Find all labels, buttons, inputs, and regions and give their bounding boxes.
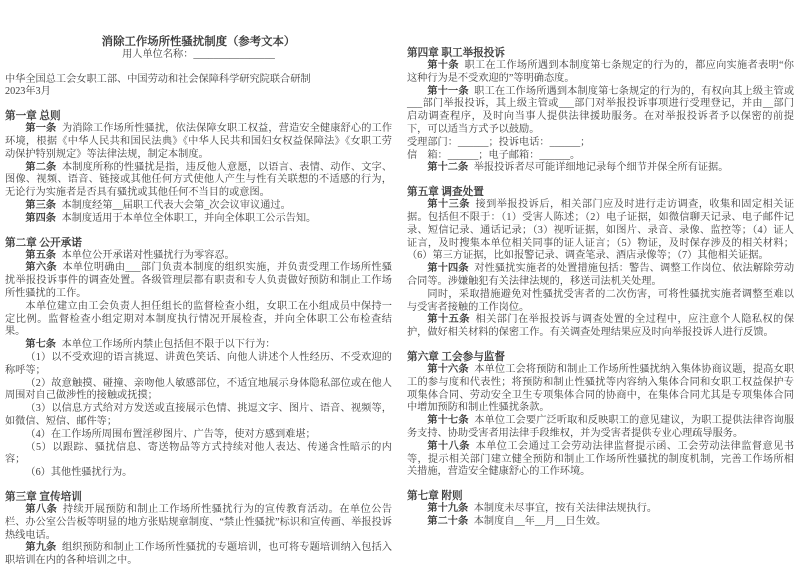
chapter-heading-2: 第二章 公开承诺 xyxy=(5,237,82,249)
article-text: 相关部门在举报投诉与调查处置的全过程中，应注意个人隐私权的保护，做好相关材料的保密工作。有关调查处理结果应及时向举报投诉人进行反馈。 xyxy=(407,314,795,339)
article-paragraph xyxy=(407,503,794,516)
article-number: 第二条 xyxy=(25,161,57,173)
document-title: 消除工作场所性骚扰制度（参考文本） xyxy=(101,36,296,48)
article-number: 第十四条 xyxy=(427,263,469,275)
body-paragraph: 本单位建立由工会负责人担任组长的监督检查小组，女职工在小组成员中保持一定比例。监督检查小组定期对本制度执行情况开展检查，并向全体职工公布检查结果。 xyxy=(5,300,392,338)
article-paragraph xyxy=(5,339,392,352)
article-text: 举报投诉者尽可能详细地记录每个细节并保全所有证据。 xyxy=(473,162,729,174)
article-text: 职工在工作场所遇到本制度第七条规定的行为的，都应向实施者表明“你这种行为是不受欢迎的”等明确态度。 xyxy=(407,60,794,84)
article-paragraph xyxy=(407,441,794,479)
chapter-heading-3: 第三章 宣传培训 xyxy=(5,491,82,503)
article-paragraph xyxy=(5,250,392,263)
list-item: （4）在工作场所周围布置淫秽图片、广告等，使对方感到难堪； xyxy=(25,428,316,440)
article-paragraph xyxy=(407,364,794,415)
article-text: 本制度适用于本单位全体职工，并向全体职工公示告知。 xyxy=(61,212,317,224)
chapter-heading-5: 第五章 调查处置 xyxy=(407,187,484,199)
employer-name-line: 用人单位名称：________________ xyxy=(122,48,275,60)
article-text: 为消除工作场所性骚扰，依法保障女职工权益，营造安全健康舒心的工作环境，根据《中华人民共和国民法典》《中华人民共和国妇女权益保障法》《女职工劳动保护特别规定》等法律法规，制定本制度。 xyxy=(5,123,393,160)
article-text: 本单位工作场所内禁止包括但不限于以下行为： xyxy=(61,339,276,351)
chapter-heading-6: 第六章 工会参与监督 xyxy=(407,351,505,363)
article-paragraph xyxy=(5,542,392,568)
left-column xyxy=(5,36,392,568)
article-number: 第二十条 xyxy=(427,515,469,527)
article-number: 第十五条 xyxy=(427,314,470,326)
article-text: 组织预防和制止工作场所性骚扰的专题培训，也可将专题培训纳入包括入职培训在内的各种培训之中。 xyxy=(5,542,393,567)
article-text: 本单位工会将预防和制止工作场所性骚扰纳入集体协商议题，提高女职工的参与度和代表性；将预防和制止性骚扰等内容纳入集体合同和女职工权益保护专项集体合同、劳动安全卫生专项集体合同的协商中，在集体合同尤其是专项集体合同中增加预防和制止性骚扰条款。 xyxy=(407,363,795,414)
article-text: 本单位公开承诺对性骚扰行为零容忍。 xyxy=(61,249,235,261)
list-item: （2）故意触摸、碰撞、亲吻他人敏感部位，不适宜地展示身体隐私部位或在他人周围对自己做涉性的接触或抚摸； xyxy=(5,377,392,402)
article-paragraph xyxy=(5,162,392,200)
article-paragraph xyxy=(407,516,794,529)
chapter-heading-7: 第七章 附则 xyxy=(407,491,463,503)
article-number: 第十六条 xyxy=(427,363,469,375)
authors-line: 中华全国总工会女职工部、中国劳动和社会保障科学研究院联合研制 xyxy=(5,73,311,85)
list-item: （5）以跟踪、骚扰信息、寄送物品等方式持续对他人表达、传递含性暗示的内容； xyxy=(5,441,392,466)
article-number: 第十七条 xyxy=(427,415,469,427)
date-line: 2023年3月 xyxy=(5,86,51,98)
list-item: （1）以不受欢迎的语言挑逗、讲黄色笑话、向他人讲述个人性经历、不受欢迎的称呼等； xyxy=(5,351,392,376)
article-number: 第十一条 xyxy=(427,85,469,97)
article-number: 第三条 xyxy=(25,199,56,211)
article-number: 第五条 xyxy=(25,249,56,261)
article-number: 第十三条 xyxy=(427,199,470,211)
mailbox-fields-line: 信 箱：______；电子邮箱：______。 xyxy=(407,149,581,161)
article-text: 本单位明确由___部门负责本制度的组织实施，并负责受理工作场所性骚扰举报投诉事件的调查处置。各级管理层都有职责和专人负责做好预防和制止工作场所性骚扰的工作。 xyxy=(5,262,393,299)
article-number: 第十八条 xyxy=(427,440,470,452)
contact-fields-line: 受理部门：______；投诉电话：______； xyxy=(407,136,591,148)
article-text: 本制度未尽事宜，按有关法律法规执行。 xyxy=(473,503,658,515)
article-paragraph xyxy=(407,415,794,441)
article-paragraph xyxy=(407,162,794,175)
article-text: 本单位工会通过工会劳动法律监督提示函、工会劳动法律监督意见书等，提示相关部门建立健全预防和制止工作场所性骚扰的制度机制，完善工作场所相关措施，营造安全健康舒心的工作环境。 xyxy=(407,440,795,478)
article-text: 对性骚扰实施者的处置措施包括：警告、调整工作岗位、依法解除劳动合同等。涉嫌触犯有关法律法规的，移送司法机关处理。 xyxy=(407,263,795,287)
article-paragraph xyxy=(5,123,392,161)
article-paragraph xyxy=(5,262,392,300)
article-paragraph xyxy=(407,314,794,340)
article-paragraph xyxy=(407,263,794,289)
article-number: 第六条 xyxy=(25,262,57,274)
article-paragraph xyxy=(5,213,392,226)
article-number: 第八条 xyxy=(25,503,58,515)
list-item: （6）其他性骚扰行为。 xyxy=(25,467,133,479)
chapter-heading-4: 第四章 职工举报投诉 xyxy=(407,48,505,59)
article-paragraph xyxy=(5,504,392,542)
article-text: 本制度自__年__月__日生效。 xyxy=(473,515,607,527)
article-paragraph xyxy=(407,60,794,86)
article-number: 第十二条 xyxy=(427,162,469,174)
article-paragraph xyxy=(5,200,392,213)
article-number: 第一条 xyxy=(25,123,57,135)
article-number: 第四条 xyxy=(25,212,56,224)
list-item: （3）以信息方式给对方发送或直接展示色情、挑逗文字、图片、语音、视频等，如微信、短信、邮件等； xyxy=(5,403,392,427)
body-paragraph: 同时，采取措施避免对性骚扰受害者的二次伤害，可将性骚扰实施者调整至难以与受害者接触的工作岗位。 xyxy=(407,288,794,313)
article-text: 本制度经第__届职工代表大会第_次会议审议通过。 xyxy=(61,199,291,211)
chapter-heading-1: 第一章 总则 xyxy=(5,111,61,123)
article-text: 持续开展预防和制止工作场所性骚扰行为的宣传教育活动。在单位公告栏、办公室公告板等明显的地方张贴规章制度、“禁止性骚扰”标识和宣传画、举报投诉热线电话。 xyxy=(5,503,393,541)
article-number: 第十九条 xyxy=(427,503,469,515)
article-paragraph xyxy=(407,86,794,137)
article-text: 本制度所称的性骚扰是指，违反他人意愿，以语言、表情、动作、文字、图像、视频、语音、链接或其他任何方式使他人产生与性有关联想的不适感的行为，无论行为实施者是否具有骚扰或其他任何不当目的或意图。 xyxy=(5,161,393,199)
article-text: 本单位工会要广泛听取和反映职工的意见建议，为职工提供法律咨询服务支持、协助受害者用法律手段维权，并为受害者提供专业心理疏导服务。 xyxy=(407,415,795,439)
article-number: 第七条 xyxy=(25,339,56,351)
article-paragraph xyxy=(407,199,794,263)
article-text: 职工在工作场所遇到本制度第七条规定的行为的，有权向其上级主管或___部门举报投诉，其上级主管或___部门对举报投诉事项进行受理登记，并由__部门启动调查程序，及时向当事人提供法律援助服务。在对举报投诉者予以保密的前提下，可以适当方式予以鼓励。 xyxy=(407,85,795,135)
article-text: 接到举报投诉后，相关部门应及时进行走访调查，收集和固定相关证据。包括但不限于：（1）受害人陈述；（2）电子证据，如微信聊天记录、电子邮件记录、短信记录、通话记录；（3）视听证据，如图片、录音、录像、监控等；（4）证人证言，及时搜集本单位相关同事的证人证言；（5）物证，及时保存涉及的相关材料；（6）第三方证据，比如报警记录、调查笔录、酒店录像等；（7）其他相关证据。 xyxy=(407,199,795,262)
right-column xyxy=(407,36,794,568)
article-number: 第九条 xyxy=(25,542,57,554)
article-number: 第十条 xyxy=(427,60,459,71)
